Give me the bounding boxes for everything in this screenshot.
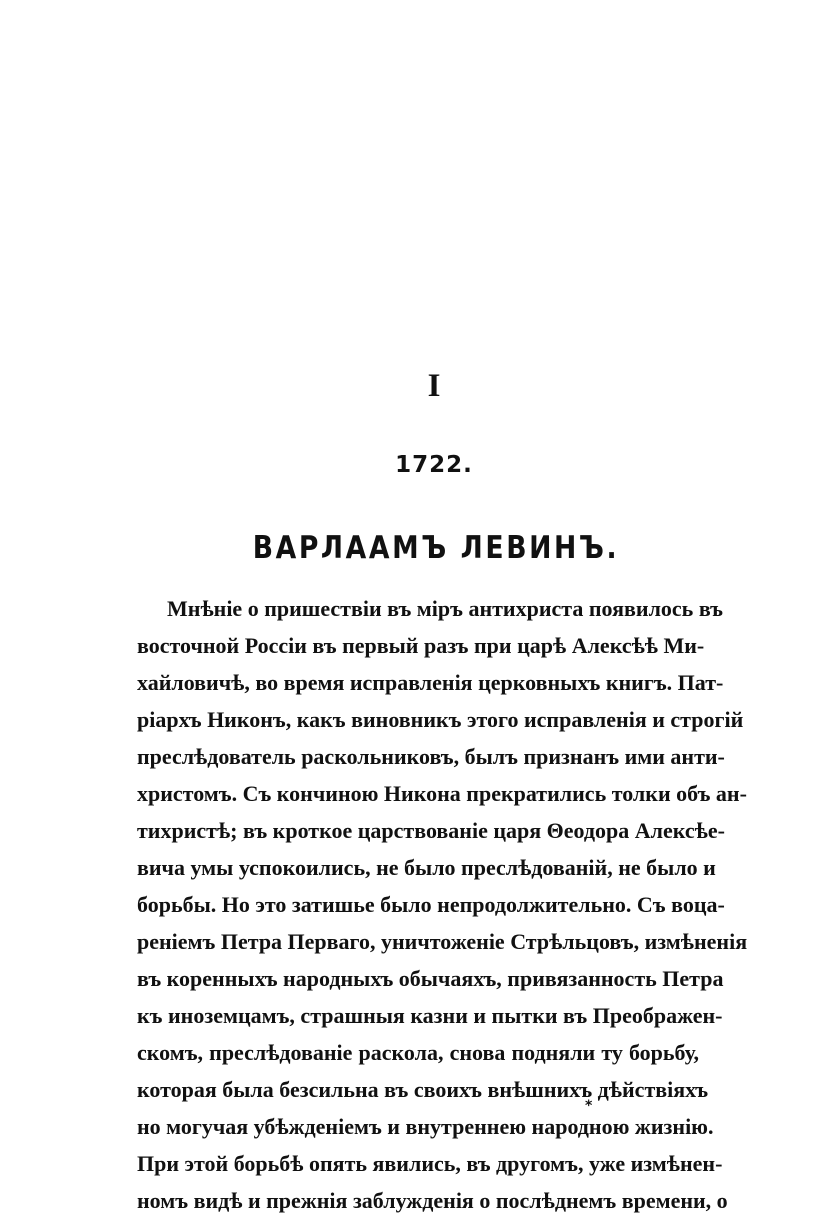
text-line: Мнѣніе о пришествіи въ міръ антихриста появилось въ [167, 596, 723, 621]
signature-mark: * [585, 1098, 593, 1114]
text-line: номъ видѣ и прежнія заблужденія о послѣднемъ времени, о [137, 1188, 728, 1213]
text-line: къ иноземцамъ, страшныя казни и пытки въ Преображен- [137, 1003, 723, 1028]
text-line: восточной Россіи въ первый разъ при царѣ Алексѣѣ Ми- [137, 633, 705, 658]
chapter-year: 1722. [395, 452, 473, 478]
text-line: скомъ, преслѣдованіе раскола, снова подняли ту борьбу, [137, 1040, 699, 1065]
text-line: При этой борьбѣ опять явились, въ другомъ, уже измѣнен- [137, 1151, 723, 1176]
text-line: но могучая убѣжденіемъ и внутреннею народною жизнію. [137, 1114, 714, 1139]
chapter-title: ВАРЛААМЪ ЛЕВИНЪ. [252, 530, 620, 566]
text-line: преслѣдователь раскольниковъ, былъ признанъ ими анти- [137, 744, 725, 769]
text-line: тихристѣ; въ кроткое царствованіе царя Θеодора Алексѣе- [137, 818, 725, 843]
chapter-numeral: I [427, 368, 441, 404]
text-line: въ коренныхъ народныхъ обычаяхъ, привязанность Петра [137, 966, 724, 991]
text-line: хайловичѣ, во время исправленія церковныхъ книгъ. Пат- [137, 670, 724, 695]
text-line: реніемъ Петра Перваго, уничтоженіе Стрѣльцовъ, измѣненія [137, 929, 748, 954]
text-line: которая была безсильна въ своихъ внѣшнихъ дѣйствіяхъ [137, 1077, 709, 1102]
text-line: борьбы. Но это затишье было непродолжительно. Съ воца- [137, 892, 725, 917]
body-text [137, 590, 748, 1219]
text-line: вича умы успокоились, не было преслѣдованій, не было и [137, 855, 716, 880]
text-line: ріархъ Никонъ, какъ виновникъ этого исправленія и строгій [137, 707, 744, 732]
text-line: христомъ. Съ кончиною Никона прекратились толки объ ан- [137, 781, 747, 806]
